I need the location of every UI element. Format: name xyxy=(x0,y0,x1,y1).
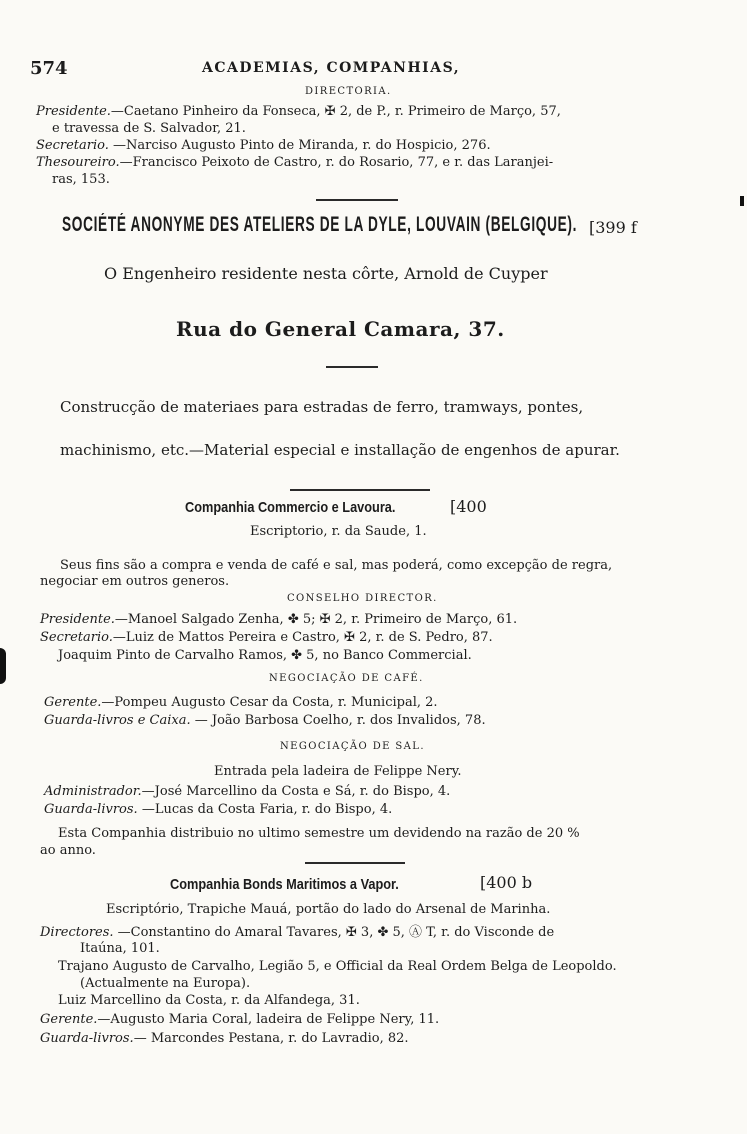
bonds-line: Trajano Augusto de Carvalho, Legião 5, e Official da Real Ordem Belga de Leopoldo. xyxy=(58,959,617,974)
scan-mark xyxy=(0,648,6,684)
cafe-title: NEGOCIAÇÃO DE CAFÉ. xyxy=(269,673,424,684)
engineer-line: O Engenheiro residente nesta côrte, Arnold de Cuyper xyxy=(104,264,548,283)
company-code: [400 b xyxy=(480,873,533,892)
company-office: Escriptorio, r. da Saude, 1. xyxy=(250,524,427,539)
divider xyxy=(316,199,398,201)
company-name: Companhia Bonds Maritimos a Vapor. xyxy=(170,876,399,893)
divider xyxy=(326,366,378,368)
company-intro: Seus fins são a compra e venda de café e sal, mas poderá, como excepção de regra, xyxy=(60,558,613,573)
sal-entry: Entrada pela ladeira de Felippe Nery. xyxy=(214,764,462,779)
section-title-directoria: DIRECTORIA. xyxy=(305,86,392,97)
council-line: Presidente.—Manoel Salgado Zenha, ✤ 5; ✠ 2, r. Primeiro de Março, 61. xyxy=(40,612,518,627)
bonds-line: Directores. —Constantino do Amaral Tavares, ✠ 3, ✤ 5, Ⓐ T, r. do Visconde de xyxy=(40,925,555,940)
company-code: [400 xyxy=(450,497,487,516)
cafe-line: Guarda-livros e Caixa. — João Barbosa Coelho, r. dos Invalidos, 78. xyxy=(44,713,486,728)
dividend-line: ao anno. xyxy=(40,843,96,858)
directoria-line: Presidente.—Caetano Pinheiro da Fonseca, ✠ 2, de P., r. Primeiro de Março, 57, xyxy=(36,104,561,119)
directoria-line: e travessa de S. Salvador, 21. xyxy=(52,121,246,136)
societe-desc: Construcção de materiaes para estradas de ferro, tramways, pontes, xyxy=(60,398,584,416)
bonds-line: Itaúna, 101. xyxy=(80,941,160,956)
address-line: Rua do General Camara, 37. xyxy=(176,317,505,341)
divider xyxy=(305,862,405,864)
sal-title: NEGOCIAÇÃO DE SAL. xyxy=(280,741,425,752)
page-number: 574 xyxy=(30,58,68,79)
company-name: Companhia Commercio e Lavoura. xyxy=(185,499,396,516)
bonds-line: Guarda-livros.— Marcondes Pestana, r. do Lavradio, 82. xyxy=(40,1031,409,1046)
directoria-line: ras, 153. xyxy=(52,172,110,187)
council-line: Joaquim Pinto de Carvalho Ramos, ✤ 5, no Banco Commercial. xyxy=(58,648,472,663)
cafe-line: Gerente.—Pompeu Augusto Cesar da Costa, r. Municipal, 2. xyxy=(44,695,438,710)
company-intro: negociar em outros generos. xyxy=(40,574,230,589)
bonds-line: Gerente.—Augusto Maria Coral, ladeira de Felippe Nery, 11. xyxy=(40,1012,440,1027)
sal-line: Guarda-livros. —Lucas da Costa Faria, r. do Bispo, 4. xyxy=(44,802,393,817)
societe-code: [399 f xyxy=(589,218,637,237)
council-line: Secretario.—Luiz de Mattos Pereira e Castro, ✠ 2, r. de S. Pedro, 87. xyxy=(40,630,493,645)
dividend-line: Esta Companhia distribuio no ultimo semestre um devidendo na razão de 20 % xyxy=(58,826,580,841)
bonds-line: Luiz Marcellino da Costa, r. da Alfandega, 31. xyxy=(58,993,360,1008)
sal-line: Administrador.—José Marcellino da Costa e Sá, r. do Bispo, 4. xyxy=(44,784,451,799)
directoria-line: Secretario. —Narciso Augusto Pinto de Miranda, r. do Hospicio, 276. xyxy=(36,138,491,153)
divider xyxy=(290,489,430,491)
scan-mark xyxy=(740,196,744,206)
bonds-line: (Actualmente na Europa). xyxy=(80,976,251,991)
company-office: Escriptório, Trapiche Mauá, portão do lado do Arsenal de Marinha. xyxy=(106,902,551,917)
council-title: CONSELHO DIRECTOR. xyxy=(287,593,438,604)
running-header: ACADEMIAS, COMPANHIAS, xyxy=(202,60,461,76)
societe-name: SOCIÉTÉ ANONYME DES ATELIERS DE LA DYLE, LOUVAIN (BELGIQUE). xyxy=(62,213,578,236)
societe-desc: machinismo, etc.—Material especial e installação de engenhos de apurar. xyxy=(60,441,620,459)
directoria-line: Thesoureiro.—Francisco Peixoto de Castro, r. do Rosario, 77, e r. das Laranjei- xyxy=(36,155,554,170)
